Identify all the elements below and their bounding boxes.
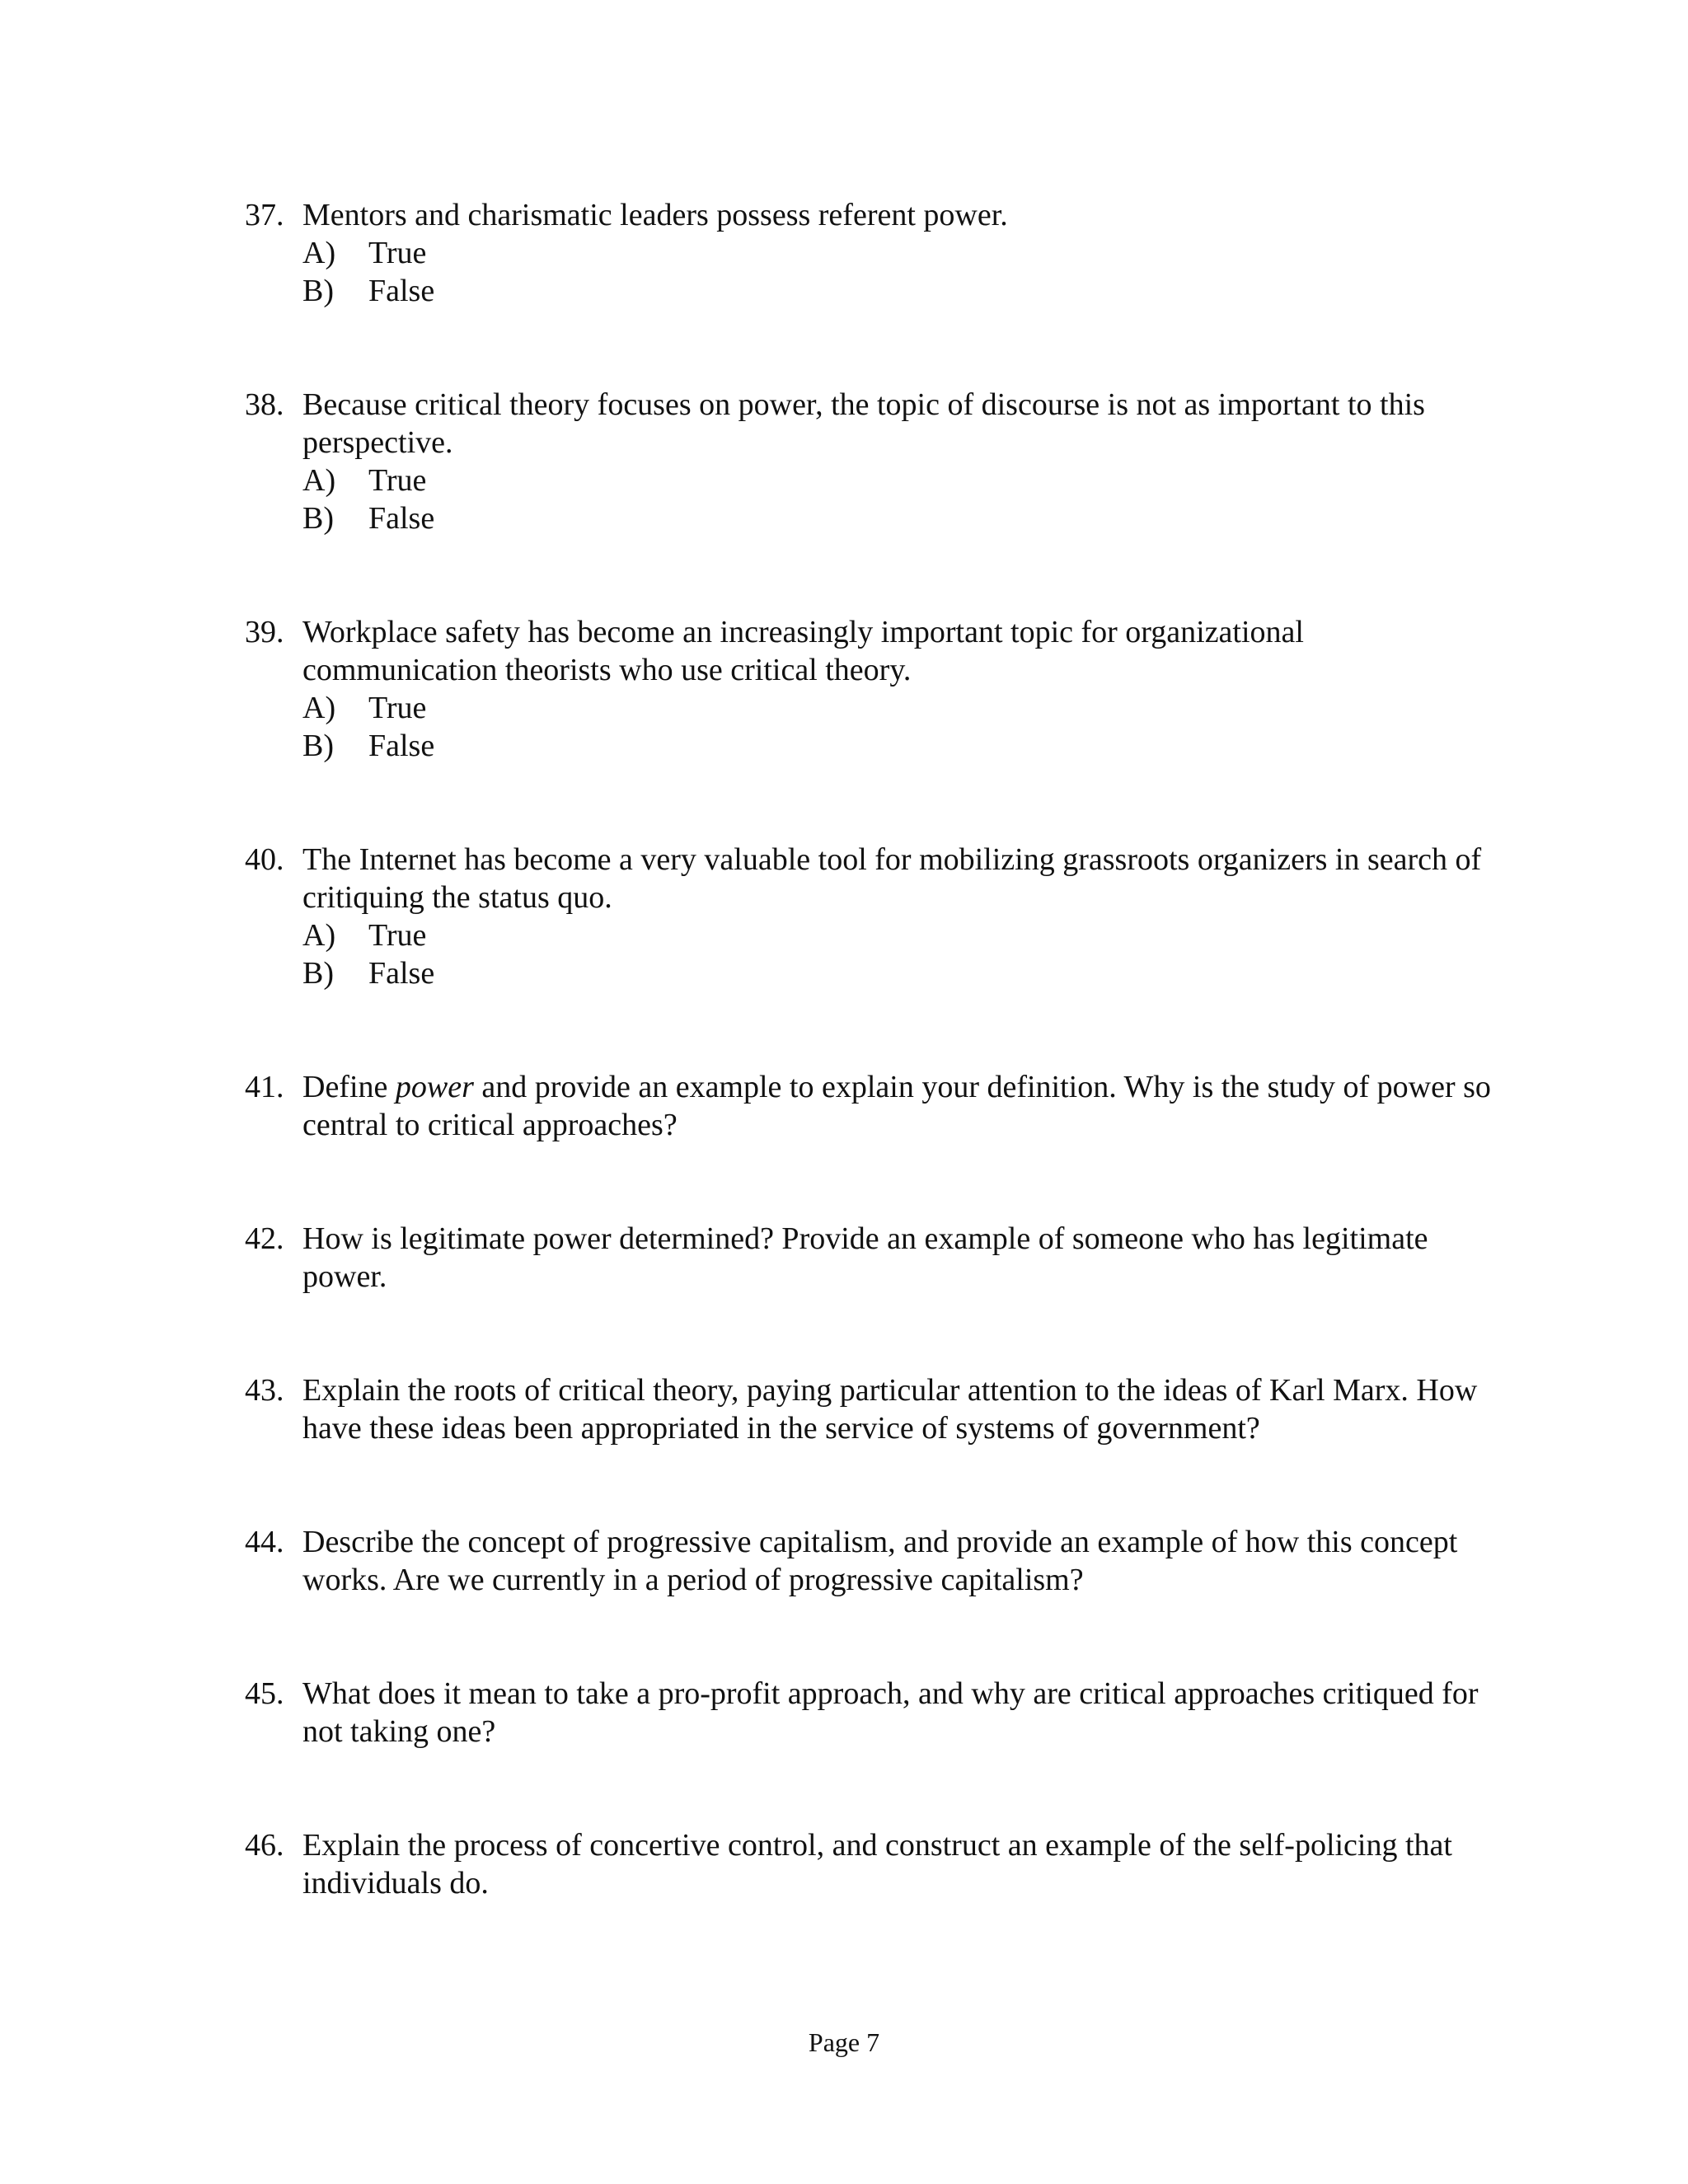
option-a [302, 689, 1498, 727]
option-letter: B) [302, 274, 334, 308]
option-a [302, 462, 1498, 499]
option-b [302, 954, 1498, 992]
question-text-start: Define [302, 1070, 396, 1104]
option-text: False [368, 956, 435, 991]
question-38 [245, 386, 1498, 537]
option-text: True [368, 918, 427, 953]
option-b [302, 499, 1498, 537]
question-text: The Internet has become a very valuable tool for mobilizing grassroots organizers in search of critiquing the status quo. [302, 842, 1482, 915]
option-text: True [368, 463, 427, 498]
question-45 [245, 1675, 1498, 1750]
question-37 [245, 196, 1498, 310]
option-b [302, 272, 1498, 310]
question-text: Workplace safety has become an increasingly important topic for organizational communication theorists who use critical theory. [302, 615, 1304, 687]
option-letter: A) [302, 918, 336, 953]
question-number: 43. [245, 1373, 284, 1408]
option-letter: A) [302, 691, 336, 725]
answer-options [302, 234, 1498, 310]
question-number: 46. [245, 1828, 284, 1863]
question-text: Explain the process of concertive control, and construct an example of the self-policing that individuals do. [302, 1828, 1452, 1900]
question-40 [245, 841, 1498, 992]
question-text [302, 1068, 1498, 1144]
question-text-end: and provide an example to explain your definition. Why is the study of power so central to critical approaches? [302, 1070, 1491, 1142]
question-text: Because critical theory focuses on power, the topic of discourse is not as important to this perspective. [302, 387, 1425, 460]
answer-options [302, 462, 1498, 537]
option-letter: B) [302, 729, 334, 763]
question-number: 38. [245, 387, 284, 422]
question-number: 45. [245, 1676, 284, 1711]
option-text: False [368, 729, 435, 763]
option-text: False [368, 501, 435, 536]
answer-options [302, 689, 1498, 765]
page-number: Page 7 [808, 2027, 880, 2057]
question-number: 37. [245, 198, 284, 232]
question-number: 40. [245, 842, 284, 877]
question-39 [245, 613, 1498, 765]
emphasized-term: power [395, 1070, 474, 1104]
answer-options [302, 916, 1498, 992]
question-number: 44. [245, 1525, 284, 1559]
option-letter: B) [302, 501, 334, 536]
option-b [302, 727, 1498, 765]
question-number: 42. [245, 1221, 284, 1256]
question-number: 41. [245, 1070, 284, 1104]
question-text: What does it mean to take a pro-profit approach, and why are critical approaches critiqued for not taking one? [302, 1676, 1479, 1749]
option-letter: A) [302, 463, 336, 498]
question-41 [245, 1068, 1498, 1144]
option-text: True [368, 691, 427, 725]
question-text: Mentors and charismatic leaders possess referent power. [302, 198, 1008, 232]
question-42 [245, 1220, 1498, 1296]
question-text: How is legitimate power determined? Provide an example of someone who has legitimate power. [302, 1221, 1428, 1294]
option-text: True [368, 236, 427, 270]
question-44 [245, 1523, 1498, 1599]
question-46 [245, 1826, 1498, 1902]
question-text: Explain the roots of critical theory, paying particular attention to the ideas of Karl Marx. How have these ideas been appropriated in the service of systems of government? [302, 1373, 1478, 1446]
question-number: 39. [245, 615, 284, 649]
option-letter: B) [302, 956, 334, 991]
option-letter: A) [302, 236, 336, 270]
option-text: False [368, 274, 435, 308]
option-a [302, 234, 1498, 272]
option-a [302, 916, 1498, 954]
question-43 [245, 1371, 1498, 1447]
question-text: Describe the concept of progressive capitalism, and provide an example of how this concept works. Are we currently in a period of progressive capitalism? [302, 1525, 1458, 1597]
